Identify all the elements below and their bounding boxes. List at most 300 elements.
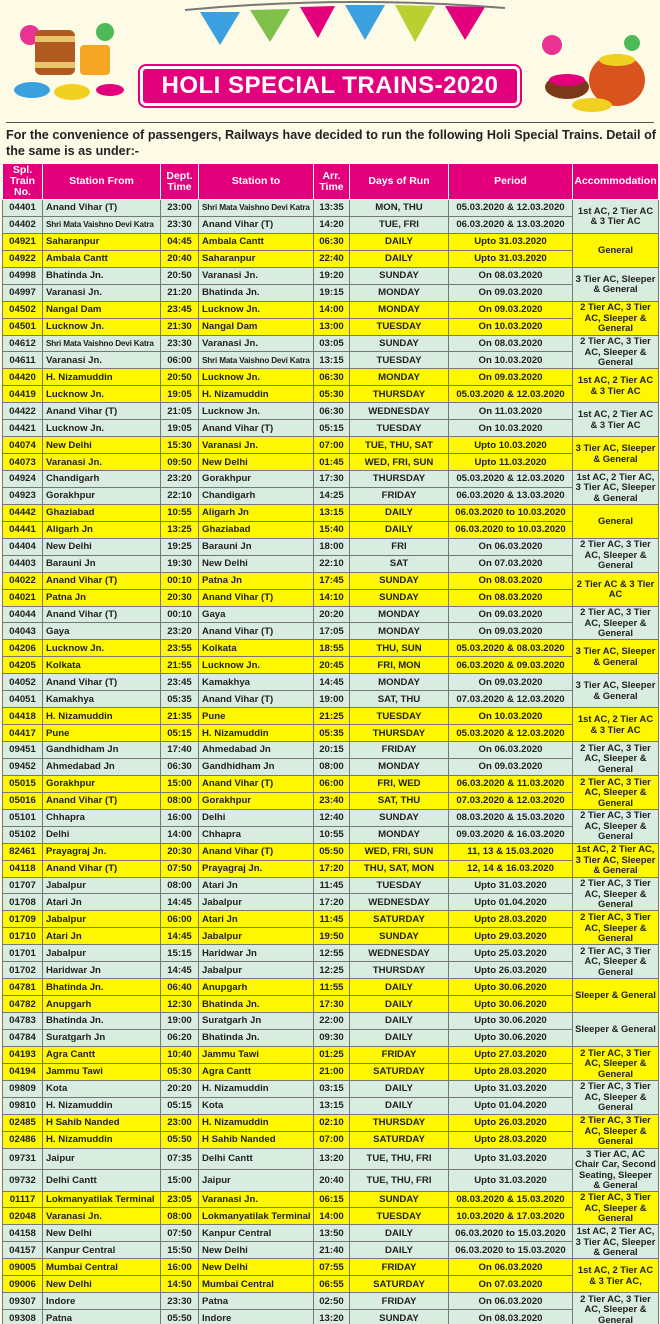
period-cell: On 06.03.2020	[449, 538, 573, 555]
station-to-cell: Bhatinda Jn.	[199, 1029, 314, 1046]
dept-time-cell: 19:05	[161, 420, 199, 437]
days-of-run-cell: TUESDAY	[350, 708, 449, 725]
table-row	[3, 335, 659, 352]
accommodation-cell: 2 Tier AC, 3 Tier AC, Sleeper & General	[573, 301, 659, 335]
arr-time-cell: 13:20	[314, 1310, 350, 1324]
train-no-cell: 04997	[3, 284, 43, 301]
period-cell: On 07.03.2020	[449, 1276, 573, 1293]
table-row	[3, 1191, 659, 1208]
period-cell: 07.03.2020 & 12.03.2020	[449, 691, 573, 708]
train-no-cell: 01708	[3, 894, 43, 911]
table-row	[3, 691, 659, 708]
arr-time-cell: 01:45	[314, 454, 350, 471]
dept-time-cell: 20:50	[161, 369, 199, 386]
arr-time-cell: 19:50	[314, 928, 350, 945]
arr-time-cell: 17:20	[314, 860, 350, 877]
train-no-cell: 04193	[3, 1046, 43, 1063]
station-from-cell: Kanpur Central	[43, 1242, 161, 1259]
station-to-cell: New Delhi	[199, 555, 314, 572]
station-from-cell: Kamakhya	[43, 691, 161, 708]
train-no-cell: 09308	[3, 1310, 43, 1324]
days-of-run-cell: SATURDAY	[350, 1063, 449, 1080]
station-to-cell: H Sahib Nanded	[199, 1131, 314, 1148]
period-cell: 07.03.2020 & 12.03.2020	[449, 792, 573, 809]
days-of-run-cell: WEDNESDAY	[350, 945, 449, 962]
train-no-cell: 04051	[3, 691, 43, 708]
period-cell: On 07.03.2020	[449, 555, 573, 572]
arr-time-cell: 17:30	[314, 471, 350, 488]
poster-header	[0, 0, 660, 122]
dept-time-cell: 10:55	[161, 504, 199, 521]
period-cell: On 09.03.2020	[449, 301, 573, 318]
days-of-run-cell: DAILY	[350, 504, 449, 521]
station-from-cell: Ghaziabad	[43, 504, 161, 521]
days-of-run-cell: TUESDAY	[350, 352, 449, 369]
dept-time-cell: 23:20	[161, 471, 199, 488]
period-cell: Upto 10.03.2020	[449, 437, 573, 454]
station-from-cell: H. Nizamuddin	[43, 369, 161, 386]
train-no-cell: 04422	[3, 403, 43, 420]
station-from-cell: New Delhi	[43, 1225, 161, 1242]
station-from-cell: Delhi Cantt	[43, 1170, 161, 1192]
col-header-station-from: Station From	[43, 164, 161, 200]
train-no-cell: 04043	[3, 623, 43, 640]
days-of-run-cell: TUE, THU, FRI	[350, 1170, 449, 1192]
station-from-cell: New Delhi	[43, 1276, 161, 1293]
days-of-run-cell: MONDAY	[350, 758, 449, 775]
station-from-cell: Anand Vihar (T)	[43, 606, 161, 623]
station-from-cell: Jabalpur	[43, 877, 161, 894]
days-of-run-cell: MON, THU	[350, 200, 449, 217]
period-cell: 05.03.2020 & 12.03.2020	[449, 200, 573, 217]
arr-time-cell: 12:40	[314, 809, 350, 826]
dept-time-cell: 14:45	[161, 962, 199, 979]
train-no-cell: 05016	[3, 792, 43, 809]
dept-time-cell: 07:35	[161, 1148, 199, 1170]
train-no-cell: 01701	[3, 945, 43, 962]
table-body	[3, 200, 659, 1324]
train-no-cell: 04402	[3, 216, 43, 233]
dept-time-cell: 21:55	[161, 657, 199, 674]
accommodation-cell: 1st AC, 2 Tier AC & 3 Tier AC,	[573, 1259, 659, 1293]
station-to-cell: Anand Vihar (T)	[199, 216, 314, 233]
station-from-cell: Anand Vihar (T)	[43, 403, 161, 420]
period-cell: On 08.03.2020	[449, 572, 573, 589]
station-to-cell: Prayagraj Jn.	[199, 860, 314, 877]
arr-time-cell: 07:55	[314, 1259, 350, 1276]
station-to-cell: Nangal Dam	[199, 318, 314, 335]
station-from-cell: Chhapra	[43, 809, 161, 826]
dept-time-cell: 05:15	[161, 1097, 199, 1114]
table-row	[3, 471, 659, 488]
table-row	[3, 1208, 659, 1225]
table-row	[3, 352, 659, 369]
arr-time-cell: 14:25	[314, 487, 350, 504]
station-from-cell: Patna	[43, 1310, 161, 1324]
period-cell: Upto 30.06.2020	[449, 996, 573, 1013]
station-from-cell: Varanasi Jn.	[43, 352, 161, 369]
days-of-run-cell: DAILY	[350, 1029, 449, 1046]
period-cell: 06.03.2020 to 15.03.2020	[449, 1225, 573, 1242]
period-cell: Upto 31.03.2020	[449, 233, 573, 250]
dept-time-cell: 21:20	[161, 284, 199, 301]
train-no-cell: 04783	[3, 1013, 43, 1030]
days-of-run-cell: THU, SAT, MON	[350, 860, 449, 877]
period-cell: 08.03.2020 & 15.03.2020	[449, 1191, 573, 1208]
table-row	[3, 521, 659, 538]
train-no-cell: 82461	[3, 843, 43, 860]
arr-time-cell: 05:15	[314, 420, 350, 437]
train-no-cell: 01117	[3, 1191, 43, 1208]
dept-time-cell: 08:00	[161, 877, 199, 894]
table-row	[3, 1225, 659, 1242]
arr-time-cell: 19:20	[314, 267, 350, 284]
station-from-cell: Jabalpur	[43, 945, 161, 962]
arr-time-cell: 07:00	[314, 437, 350, 454]
table-row	[3, 589, 659, 606]
dept-time-cell: 16:00	[161, 809, 199, 826]
col-header-accommodation: Accommodation	[573, 164, 659, 200]
arr-time-cell: 06:30	[314, 403, 350, 420]
train-no-cell: 04420	[3, 369, 43, 386]
arr-time-cell: 19:00	[314, 691, 350, 708]
table-row	[3, 640, 659, 657]
accommodation-cell: 1st AC, 2 Tier AC & 3 Tier AC	[573, 708, 659, 742]
arr-time-cell: 20:20	[314, 606, 350, 623]
train-no-cell: 09731	[3, 1148, 43, 1170]
period-cell: Upto 26.03.2020	[449, 962, 573, 979]
station-to-cell: Haridwar Jn	[199, 945, 314, 962]
period-cell: Upto 31.03.2020	[449, 1148, 573, 1170]
station-to-cell: Ahmedabad Jn	[199, 742, 314, 759]
station-to-cell: Jammu Tawi	[199, 1046, 314, 1063]
station-from-cell: Varanasi Jn.	[43, 1208, 161, 1225]
intro-text: For the convenience of passengers, Railways have decided to run the following Holi Special Trains. Detail of the same is as under:-	[6, 128, 656, 158]
station-to-cell: Pune	[199, 708, 314, 725]
station-to-cell: Patna Jn	[199, 572, 314, 589]
dept-time-cell: 05:35	[161, 691, 199, 708]
days-of-run-cell: FRIDAY	[350, 487, 449, 504]
arr-time-cell: 21:40	[314, 1242, 350, 1259]
station-from-cell: Jabalpur	[43, 911, 161, 928]
table-row	[3, 233, 659, 250]
days-of-run-cell: SUNDAY	[350, 928, 449, 945]
station-to-cell: Aligarh Jn	[199, 504, 314, 521]
station-from-cell: Varanasi Jn.	[43, 284, 161, 301]
table-row	[3, 487, 659, 504]
station-to-cell: Shri Mata Vaishno Devi Katra	[199, 200, 314, 217]
period-cell: On 09.03.2020	[449, 606, 573, 623]
station-from-cell: Mumbai Central	[43, 1259, 161, 1276]
accommodation-cell: Sleeper & General	[573, 1013, 659, 1047]
dept-time-cell: 16:00	[161, 1259, 199, 1276]
days-of-run-cell: WEDNESDAY	[350, 403, 449, 420]
accommodation-cell: Sleeper & General	[573, 979, 659, 1013]
arr-time-cell: 06:55	[314, 1276, 350, 1293]
station-from-cell: Anand Vihar (T)	[43, 674, 161, 691]
poster-title: HOLI SPECIAL TRAINS-2020	[161, 72, 499, 99]
station-to-cell: Jabalpur	[199, 894, 314, 911]
station-from-cell: Lucknow Jn.	[43, 318, 161, 335]
station-to-cell: Ghaziabad	[199, 521, 314, 538]
station-from-cell: Saharanpur	[43, 233, 161, 250]
days-of-run-cell: TUESDAY	[350, 318, 449, 335]
train-no-cell: 04417	[3, 725, 43, 742]
station-to-cell: New Delhi	[199, 1242, 314, 1259]
station-from-cell: Anupgarh	[43, 996, 161, 1013]
table-row	[3, 1063, 659, 1080]
period-cell: On 11.03.2020	[449, 403, 573, 420]
period-cell: Upto 26.03.2020	[449, 1114, 573, 1131]
dept-time-cell: 12:30	[161, 996, 199, 1013]
dept-time-cell: 23:05	[161, 1191, 199, 1208]
days-of-run-cell: SATURDAY	[350, 1276, 449, 1293]
train-no-cell: 04923	[3, 487, 43, 504]
dept-time-cell: 15:30	[161, 437, 199, 454]
dept-time-cell: 23:20	[161, 623, 199, 640]
arr-time-cell: 22:40	[314, 250, 350, 267]
arr-time-cell: 07:00	[314, 1131, 350, 1148]
days-of-run-cell: THURSDAY	[350, 1114, 449, 1131]
arr-time-cell: 09:30	[314, 1029, 350, 1046]
dept-time-cell: 05:15	[161, 725, 199, 742]
days-of-run-cell: FRIDAY	[350, 1293, 449, 1310]
train-no-cell: 09809	[3, 1080, 43, 1097]
dept-time-cell: 05:50	[161, 1310, 199, 1324]
accommodation-cell: 3 Tier AC, Sleeper & General	[573, 437, 659, 471]
station-from-cell: Anand Vihar (T)	[43, 860, 161, 877]
station-to-cell: Chandigarh	[199, 487, 314, 504]
arr-time-cell: 13:00	[314, 318, 350, 335]
station-from-cell: Gorakhpur	[43, 775, 161, 792]
period-cell: Upto 30.06.2020	[449, 1029, 573, 1046]
days-of-run-cell: THURSDAY	[350, 386, 449, 403]
train-no-cell: 04021	[3, 589, 43, 606]
station-to-cell: Gorakhpur	[199, 471, 314, 488]
train-no-cell: 01702	[3, 962, 43, 979]
station-from-cell: Shri Mata Vaishno Devi Katra	[43, 216, 161, 233]
train-no-cell: 04502	[3, 301, 43, 318]
days-of-run-cell: SUNDAY	[350, 572, 449, 589]
arr-time-cell: 21:25	[314, 708, 350, 725]
dept-time-cell: 22:10	[161, 487, 199, 504]
accommodation-cell: 2 Tier AC, 3 Tier AC, Sleeper & General	[573, 945, 659, 979]
accommodation-cell: 2 Tier AC, 3 Tier AC, Sleeper & General	[573, 742, 659, 776]
train-no-cell: 04044	[3, 606, 43, 623]
station-from-cell: Barauni Jn	[43, 555, 161, 572]
dept-time-cell: 23:00	[161, 200, 199, 217]
station-to-cell: Jaipur	[199, 1170, 314, 1192]
dept-time-cell: 19:00	[161, 1013, 199, 1030]
table-row	[3, 403, 659, 420]
table-row	[3, 1114, 659, 1131]
station-to-cell: Suratgarh Jn	[199, 1013, 314, 1030]
arr-time-cell: 14:00	[314, 1208, 350, 1225]
dept-time-cell: 08:00	[161, 792, 199, 809]
station-from-cell: Delhi	[43, 826, 161, 843]
station-to-cell: Varanasi Jn.	[199, 267, 314, 284]
arr-time-cell: 14:45	[314, 674, 350, 691]
days-of-run-cell: SUNDAY	[350, 1310, 449, 1324]
period-cell: 06.03.2020 to 10.03.2020	[449, 521, 573, 538]
period-cell: Upto 30.06.2020	[449, 979, 573, 996]
arr-time-cell: 13:15	[314, 1097, 350, 1114]
station-from-cell: Prayagraj Jn.	[43, 843, 161, 860]
days-of-run-cell: MONDAY	[350, 301, 449, 318]
dept-time-cell: 20:30	[161, 843, 199, 860]
period-cell: Upto 01.04.2020	[449, 894, 573, 911]
arr-time-cell: 05:50	[314, 843, 350, 860]
dept-time-cell: 06:40	[161, 979, 199, 996]
station-from-cell: Lucknow Jn.	[43, 420, 161, 437]
station-to-cell: Lucknow Jn.	[199, 301, 314, 318]
table-row	[3, 454, 659, 471]
train-no-cell: 04206	[3, 640, 43, 657]
dept-time-cell: 15:50	[161, 1242, 199, 1259]
table-header-row	[3, 164, 659, 200]
accommodation-cell: 1st AC, 2 Tier AC, 3 Tier AC, Sleeper & General	[573, 843, 659, 877]
table-row	[3, 420, 659, 437]
period-cell: Upto 25.03.2020	[449, 945, 573, 962]
table-row	[3, 1148, 659, 1170]
period-cell: On 08.03.2020	[449, 589, 573, 606]
col-header-station-to: Station to	[199, 164, 314, 200]
train-no-cell: 04421	[3, 420, 43, 437]
table-row	[3, 843, 659, 860]
station-from-cell: Kolkata	[43, 657, 161, 674]
station-from-cell: New Delhi	[43, 437, 161, 454]
arr-time-cell: 03:15	[314, 1080, 350, 1097]
days-of-run-cell: SUNDAY	[350, 267, 449, 284]
train-no-cell: 01709	[3, 911, 43, 928]
arr-time-cell: 11:45	[314, 911, 350, 928]
station-from-cell: Ambala Cantt	[43, 250, 161, 267]
arr-time-cell: 06:30	[314, 369, 350, 386]
accommodation-cell: 2 Tier AC & 3 Tier AC	[573, 572, 659, 606]
station-to-cell: Patna	[199, 1293, 314, 1310]
period-cell: Upto 30.06.2020	[449, 1013, 573, 1030]
station-from-cell: H. Nizamuddin	[43, 1131, 161, 1148]
station-from-cell: Indore	[43, 1293, 161, 1310]
period-cell: 12, 14 & 16.03.2020	[449, 860, 573, 877]
arr-time-cell: 17:30	[314, 996, 350, 1013]
station-to-cell: Lucknow Jn.	[199, 657, 314, 674]
station-from-cell: Ahmedabad Jn	[43, 758, 161, 775]
table-row	[3, 674, 659, 691]
days-of-run-cell: DAILY	[350, 521, 449, 538]
table-row	[3, 1029, 659, 1046]
station-from-cell: Anand Vihar (T)	[43, 200, 161, 217]
train-no-cell: 09006	[3, 1276, 43, 1293]
period-cell: 05.03.2020 & 12.03.2020	[449, 386, 573, 403]
train-no-cell: 02486	[3, 1131, 43, 1148]
station-to-cell: New Delhi	[199, 454, 314, 471]
period-cell: On 06.03.2020	[449, 1293, 573, 1310]
arr-time-cell: 17:45	[314, 572, 350, 589]
station-to-cell: Kolkata	[199, 640, 314, 657]
days-of-run-cell: MONDAY	[350, 369, 449, 386]
train-no-cell: 04194	[3, 1063, 43, 1080]
holi-colors-pots-icon	[10, 20, 130, 110]
train-no-cell: 04784	[3, 1029, 43, 1046]
station-to-cell: Kanpur Central	[199, 1225, 314, 1242]
period-cell: 06.03.2020 & 13.03.2020	[449, 216, 573, 233]
period-cell: 11, 13 & 15.03.2020	[449, 843, 573, 860]
dept-time-cell: 14:45	[161, 894, 199, 911]
station-to-cell: New Delhi	[199, 1259, 314, 1276]
station-to-cell: Anand Vihar (T)	[199, 691, 314, 708]
arr-time-cell: 05:30	[314, 386, 350, 403]
days-of-run-cell: SUNDAY	[350, 335, 449, 352]
arr-time-cell: 14:00	[314, 301, 350, 318]
train-no-cell: 01710	[3, 928, 43, 945]
table-row	[3, 725, 659, 742]
dept-time-cell: 05:50	[161, 1131, 199, 1148]
dept-time-cell: 21:35	[161, 708, 199, 725]
table-row	[3, 758, 659, 775]
arr-time-cell: 23:40	[314, 792, 350, 809]
train-no-cell: 04924	[3, 471, 43, 488]
dept-time-cell: 08:00	[161, 1208, 199, 1225]
arr-time-cell: 17:05	[314, 623, 350, 640]
train-no-cell: 04118	[3, 860, 43, 877]
table-row	[3, 623, 659, 640]
station-from-cell: Jaipur	[43, 1148, 161, 1170]
days-of-run-cell: MONDAY	[350, 826, 449, 843]
station-to-cell: H. Nizamuddin	[199, 725, 314, 742]
dept-time-cell: 06:00	[161, 911, 199, 928]
table-row	[3, 1013, 659, 1030]
arr-time-cell: 14:10	[314, 589, 350, 606]
table-row	[3, 979, 659, 996]
station-from-cell: Bhatinda Jn.	[43, 1013, 161, 1030]
arr-time-cell: 10:55	[314, 826, 350, 843]
accommodation-cell: 3 Tier AC, AC Chair Car, Second Seating, Sleeper & General	[573, 1148, 659, 1191]
station-to-cell: Saharanpur	[199, 250, 314, 267]
days-of-run-cell: DAILY	[350, 1013, 449, 1030]
train-no-cell: 05015	[3, 775, 43, 792]
days-of-run-cell: DAILY	[350, 250, 449, 267]
train-no-cell: 04501	[3, 318, 43, 335]
period-cell: Upto 29.03.2020	[449, 928, 573, 945]
train-no-cell: 04403	[3, 555, 43, 572]
arr-time-cell: 05:35	[314, 725, 350, 742]
arr-time-cell: 18:00	[314, 538, 350, 555]
header-divider	[6, 122, 654, 123]
station-to-cell: Jabalpur	[199, 962, 314, 979]
table-row	[3, 301, 659, 318]
dept-time-cell: 23:30	[161, 216, 199, 233]
col-header-period: Period	[449, 164, 573, 200]
station-from-cell: Pune	[43, 725, 161, 742]
station-to-cell: Lucknow Jn.	[199, 369, 314, 386]
dept-time-cell: 15:00	[161, 1170, 199, 1192]
table-row	[3, 318, 659, 335]
station-from-cell: Shri Mata Vaishno Devi Katra	[43, 335, 161, 352]
station-from-cell: Atari Jn	[43, 928, 161, 945]
station-from-cell: Kota	[43, 1080, 161, 1097]
table-row	[3, 284, 659, 301]
accommodation-cell: 1st AC, 2 Tier AC & 3 Tier AC	[573, 369, 659, 403]
train-no-cell: 09451	[3, 742, 43, 759]
days-of-run-cell: WEDNESDAY	[350, 894, 449, 911]
period-cell: On 10.03.2020	[449, 708, 573, 725]
period-cell: Upto 31.03.2020	[449, 250, 573, 267]
station-from-cell: Jammu Tawi	[43, 1063, 161, 1080]
col-header-dept-time: Dept. Time	[161, 164, 199, 200]
station-to-cell: Gandhidham Jn	[199, 758, 314, 775]
station-from-cell: Lucknow Jn.	[43, 386, 161, 403]
